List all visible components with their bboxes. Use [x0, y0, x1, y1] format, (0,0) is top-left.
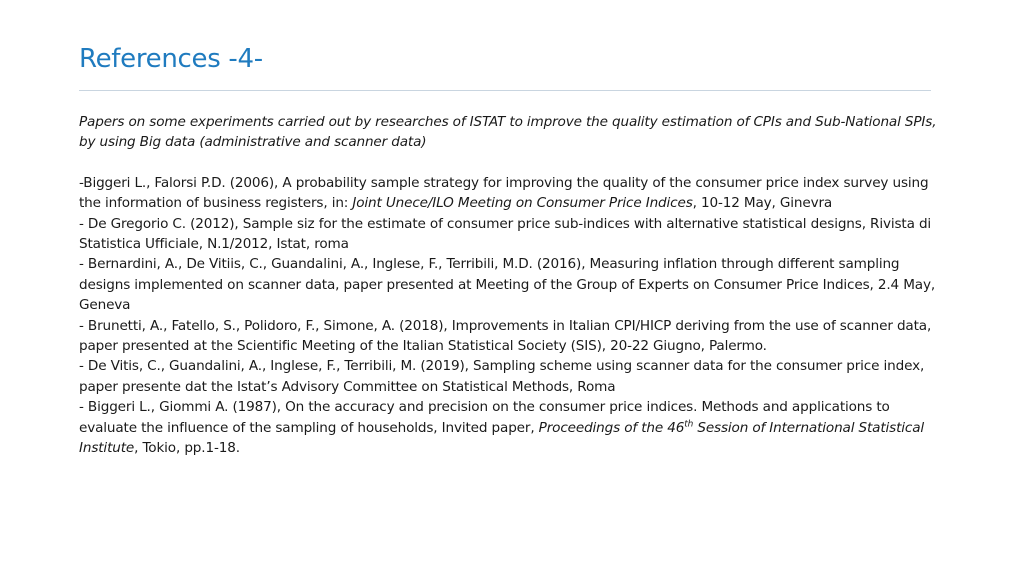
reference-text: - Biggeri L., Giommi A. (1987), On the accuracy and precision on the consumer price indices. Methods and applications to evaluate the influence of the sampling of households, Invited paper,	[79, 399, 890, 436]
reference-item-1	[79, 173, 939, 214]
reference-item-3	[79, 254, 939, 315]
reference-venue-continued: Session of International Statistical Institute	[79, 419, 925, 457]
title-divider	[79, 90, 931, 91]
reference-item-2	[79, 214, 939, 255]
reference-item-6	[79, 397, 939, 458]
reference-venue: Joint Unece/ILO Meeting on Consumer Price Indices	[352, 195, 693, 212]
reference-venue-superscript: th	[684, 419, 694, 430]
reference-venue: Proceedings of the 46	[538, 419, 685, 436]
reference-item-5	[79, 356, 939, 397]
intro-paragraph: Papers on some experiments carried out by researches of ISTAT to improve the quality estimation of CPIs and Sub-National SPIs, by using Big data (administrative and scanner data)	[79, 114, 937, 151]
reference-text: - Bernardini, A., De Vitiis, C., Guandalini, A., Inglese, F., Terribili, M.D. (2016), Measuring inflation through different sampling designs implemented on scanner data, paper presented at Meeting of the Group of Experts on Consumer Price Indices, 2.4 May, Geneva	[79, 256, 936, 314]
references-body	[79, 112, 939, 459]
reference-text: - De Gregorio C. (2012), Sample siz for the estimate of consumer price sub-indices with alternative statistical designs, Rivista di Statistica Ufficiale, N.1/2012, Istat, roma	[79, 215, 932, 253]
reference-text: - Brunetti, A., Fatello, S., Polidoro, F., Simone, A. (2018), Improvements in Italian CPI/HICP deriving from the use of scanner data, paper presented at the Scientific Meeting of the Italian Statistical Society (SIS), 20-22 Giugno, Palermo.	[79, 317, 932, 355]
reference-item-4	[79, 316, 939, 357]
reference-text: -Biggeri L., Falorsi P.D. (2006), A probability sample strategy for improving the quality of the consumer price index survey using the information of business registers, in:	[79, 174, 929, 212]
reference-text-tail: , Tokio, pp.1-18.	[134, 440, 240, 457]
reference-text-tail: , 10-12 May, Ginevra	[692, 195, 833, 212]
slide-title: References -4-	[79, 44, 263, 74]
reference-text: - De Vitis, C., Guandalini, A., Inglese, F., Terribili, M. (2019), Sampling scheme using scanner data for the consumer price index, paper presente dat the Istat’s Advisory Committee on Statistical Methods, Roma	[79, 358, 925, 395]
